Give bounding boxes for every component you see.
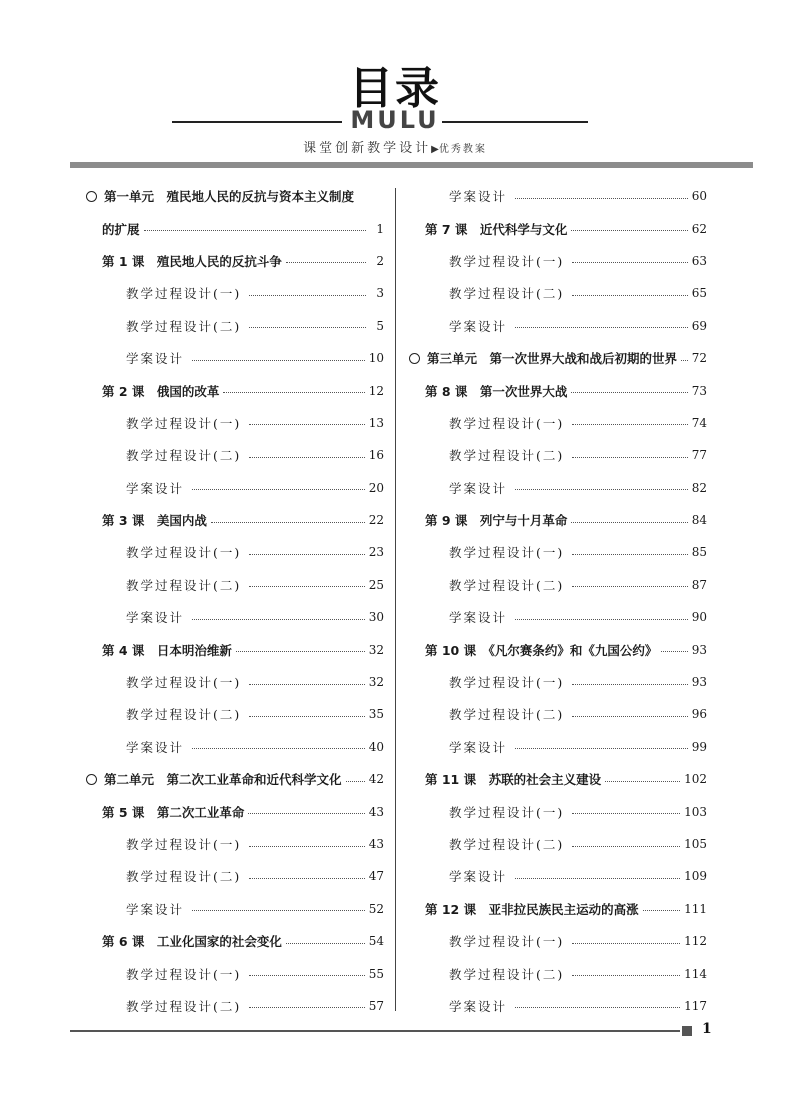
dot-leader: [192, 489, 365, 490]
toc-entry-item[interactable]: [82, 310, 384, 342]
toc-entry-label: [82, 738, 184, 756]
toc-entry-item[interactable]: [405, 990, 707, 1022]
circle-bullet-icon: [86, 774, 97, 785]
page-title: 目录: [349, 63, 441, 114]
toc-entry-label: [82, 414, 241, 432]
footer-rule: [70, 1030, 680, 1032]
toc-page-number: 62: [691, 221, 707, 236]
toc-page-number: 55: [368, 966, 384, 981]
toc-entry-text: 第 10 课 《凡尔赛条约》和《九国公约》: [425, 642, 658, 658]
toc-page-number: 25: [368, 577, 384, 592]
dot-leader: [515, 327, 688, 328]
toc-entry-text: 教学过程设计(二): [449, 707, 565, 723]
page-header: [0, 0, 790, 170]
toc-entry-text: 教学过程设计(一): [126, 966, 242, 982]
dot-leader: [248, 813, 364, 814]
toc-entry-text: 第 9 课 列宁与十月革命: [425, 513, 568, 529]
toc-entry-label: [405, 349, 677, 367]
toc-entry-item[interactable]: [405, 828, 707, 860]
toc-entry-label: [82, 997, 241, 1015]
toc-entry-text: 教学过程设计(二): [126, 448, 242, 464]
toc-page-number: 73: [691, 383, 707, 398]
dot-leader: [249, 975, 364, 976]
toc-entry-text: 教学过程设计(二): [449, 577, 565, 593]
toc-entry-text: 第一单元 殖民地人民的反抗与资本主义制度: [104, 189, 355, 205]
dot-leader: [572, 684, 687, 685]
toc-entry-label: [405, 932, 564, 950]
toc-entry-unit-cont[interactable]: [82, 212, 384, 244]
toc-entry-label: [82, 511, 207, 529]
toc-entry-text: 教学过程设计(一): [449, 253, 565, 269]
toc-entry-text: 教学过程设计(二): [449, 966, 565, 982]
circle-bullet-icon: [409, 353, 420, 364]
toc-page-number: 72: [691, 351, 707, 366]
toc-entry-label: [82, 479, 184, 497]
dot-leader: [515, 619, 688, 620]
toc-entry-label: [82, 965, 241, 983]
toc-entry-label: [82, 770, 342, 788]
dot-leader: [249, 554, 364, 555]
dot-leader: [249, 424, 364, 425]
toc-entry-text: 教学过程设计(一): [126, 675, 242, 691]
toc-entry-label: [82, 867, 241, 885]
toc-entry-item[interactable]: [82, 342, 384, 374]
dot-leader: [211, 522, 365, 523]
toc-entry-label: [405, 479, 507, 497]
toc-entry-item[interactable]: [82, 439, 384, 471]
toc-entry-text: 教学过程设计(二): [449, 448, 565, 464]
dot-leader: [192, 748, 365, 749]
page-number: 1: [702, 1021, 712, 1037]
toc-entry-item[interactable]: [405, 601, 707, 633]
toc-entry-text: 学案设计: [126, 610, 185, 626]
toc-entry-text: 教学过程设计(一): [449, 675, 565, 691]
toc-entry-text: 学案设计: [126, 739, 185, 755]
toc-entry-unit[interactable]: [405, 342, 707, 374]
toc-entry-label: [82, 446, 241, 464]
toc-page-number: 52: [368, 901, 384, 916]
toc-entry-item[interactable]: [405, 698, 707, 730]
toc-entry-text: 第 7 课 近代科学与文化: [425, 221, 568, 237]
dot-leader: [192, 910, 365, 911]
subtitle-small: 优秀教案: [438, 144, 487, 155]
toc-entry-lesson[interactable]: [82, 633, 384, 665]
toc-entry-label: [82, 349, 184, 367]
toc-entry-label: [82, 576, 241, 594]
toc-page-number: 1: [376, 221, 384, 236]
toc-page-number: 65: [691, 286, 707, 301]
toc-entry-lesson[interactable]: [405, 763, 707, 795]
toc-page-number: 32: [368, 675, 384, 690]
dot-leader: [515, 489, 688, 490]
toc-entry-text: 第 12 课 亚非拉民族民主运动的高涨: [425, 901, 639, 917]
toc-entry-text: 教学过程设计(一): [126, 545, 242, 561]
toc-page-number: 90: [691, 610, 707, 625]
toc-entry-label: [405, 382, 567, 400]
toc-entry-label: [82, 220, 140, 238]
toc-page-number: 54: [368, 934, 384, 949]
toc-entry-text: 学案设计: [126, 351, 185, 367]
dot-leader: [571, 522, 687, 523]
dot-leader: [249, 878, 364, 879]
toc-page-number: 85: [691, 545, 707, 560]
toc-page-number: 99: [691, 739, 707, 754]
toc-entry-text: 学案设计: [449, 610, 508, 626]
toc-page-number: 20: [368, 480, 384, 495]
dot-leader: [249, 716, 364, 717]
toc-page-number: 112: [684, 934, 707, 949]
toc-page-number: 74: [691, 415, 707, 430]
toc-entry-text: 第 8 课 第一次世界大战: [425, 383, 568, 399]
toc-entry-label: [405, 835, 564, 853]
toc-entry-text: 教学过程设计(二): [126, 869, 242, 885]
dot-leader: [572, 424, 687, 425]
toc-entry-item[interactable]: [82, 828, 384, 860]
toc-entry-text: 教学过程设计(二): [126, 577, 242, 593]
footer-square-icon: [682, 1026, 692, 1036]
toc-entry-item[interactable]: [82, 990, 384, 1022]
toc-entry-unit[interactable]: [82, 180, 384, 212]
toc-page-number: 84: [691, 513, 707, 528]
dot-leader: [286, 943, 365, 944]
toc-page-number: 35: [368, 707, 384, 722]
toc-entry-lesson[interactable]: [405, 893, 707, 925]
page-title-pinyin: MULU: [350, 106, 440, 134]
toc-entry-item[interactable]: [405, 310, 707, 342]
dot-leader: [249, 684, 364, 685]
toc-entry-text: 学案设计: [126, 480, 185, 496]
dot-leader: [572, 943, 680, 944]
toc-entry-label: [405, 770, 601, 788]
toc-entry-text: 的扩展: [102, 221, 140, 237]
toc-entry-label: [82, 284, 241, 302]
toc-entry-item[interactable]: [82, 536, 384, 568]
toc-right-column: [405, 180, 707, 1022]
toc-entry-label: [405, 511, 567, 529]
header-bar: [70, 162, 753, 168]
toc-entry-label: [405, 543, 564, 561]
toc-entry-text: 学案设计: [449, 869, 508, 885]
toc-entry-text: 学案设计: [449, 998, 508, 1014]
toc-entry-label: [405, 738, 507, 756]
toc-entry-item[interactable]: [82, 957, 384, 989]
toc-entry-item[interactable]: [405, 925, 707, 957]
toc-entry-text: 教学过程设计(二): [449, 286, 565, 302]
toc-entry-label: [82, 641, 232, 659]
toc-entry-lesson[interactable]: [405, 374, 707, 406]
toc-entry-label: [405, 867, 507, 885]
toc-entry-item[interactable]: [405, 957, 707, 989]
toc-entry-item[interactable]: [405, 731, 707, 763]
toc-entry-text: 教学过程设计(一): [126, 415, 242, 431]
toc-entry-text: 学案设计: [126, 901, 185, 917]
toc-entry-label: [82, 900, 184, 918]
dot-leader: [572, 813, 680, 814]
toc-entry-text: 教学过程设计(二): [449, 837, 565, 852]
dot-leader: [661, 651, 687, 652]
dot-leader: [515, 748, 688, 749]
toc-page-number: 2: [376, 253, 384, 268]
toc-entry-label: [405, 220, 567, 238]
toc-entry-lesson[interactable]: [405, 212, 707, 244]
toc-entry-text: 第 5 课 第二次工业革命: [102, 804, 245, 820]
toc-page-number: 109: [684, 869, 707, 884]
column-divider: [395, 188, 396, 1011]
toc-entry-text: 第 3 课 美国内战: [102, 513, 207, 529]
toc-entry-item[interactable]: [405, 245, 707, 277]
toc-page-number: 43: [368, 837, 384, 851]
toc-page-number: 13: [368, 415, 384, 430]
toc-entry-lesson[interactable]: [82, 925, 384, 957]
toc-entry-text: 第 1 课 殖民地人民的反抗斗争: [102, 253, 282, 269]
dot-leader: [681, 360, 688, 361]
toc-page-number: 5: [376, 318, 384, 333]
subtitle-main: 课堂创新教学设计: [303, 141, 432, 156]
toc-page-number: 57: [368, 998, 384, 1013]
toc-page-number: 114: [684, 966, 707, 981]
toc-page-number: 30: [368, 610, 384, 625]
toc-page-number: 22: [368, 513, 384, 528]
dot-leader: [249, 586, 364, 587]
dot-leader: [249, 457, 364, 458]
toc-entry-item[interactable]: [405, 860, 707, 892]
toc-entry-label: [405, 446, 564, 464]
circle-bullet-icon: [86, 191, 97, 202]
toc-page-number: 16: [368, 448, 384, 463]
dot-leader: [223, 392, 364, 393]
toc-page-number: 63: [691, 253, 707, 268]
toc-page-number: 3: [376, 286, 384, 301]
toc-entry-text: 教学过程设计(一): [449, 545, 565, 561]
toc-entry-lesson[interactable]: [405, 504, 707, 536]
toc-entry-label: [405, 414, 564, 432]
toc-entry-text: 第 4 课 日本明治维新: [102, 642, 232, 658]
toc-entry-label: [405, 997, 507, 1015]
dot-leader: [515, 1007, 680, 1008]
dot-leader: [572, 975, 680, 976]
toc-entry-lesson[interactable]: [82, 245, 384, 277]
dot-leader: [249, 327, 366, 328]
toc-entry-item[interactable]: [82, 601, 384, 633]
toc-entry-text: 教学过程设计(二): [126, 318, 242, 334]
toc-entry-label: [82, 673, 241, 691]
toc-entry-label: [82, 382, 219, 400]
toc-entry-item[interactable]: [405, 407, 707, 439]
toc-page-number: 12: [368, 383, 384, 398]
toc-entry-label: [82, 835, 241, 853]
toc-entry-lesson[interactable]: [82, 504, 384, 536]
dot-leader: [192, 619, 365, 620]
toc-page-number: 77: [691, 448, 707, 463]
toc-entry-label: [405, 965, 564, 983]
toc-entry-lesson[interactable]: [82, 795, 384, 827]
dot-leader: [572, 716, 687, 717]
toc-page-number: 96: [691, 707, 707, 722]
toc-entry-text: 教学过程设计(二): [126, 998, 242, 1014]
toc-entry-item[interactable]: [82, 893, 384, 925]
toc-page-number: 105: [684, 837, 707, 851]
toc-entry-text: 学案设计: [449, 318, 508, 334]
toc-entry-label: [82, 187, 354, 205]
dot-leader: [249, 1007, 364, 1008]
toc-entry-label: [405, 576, 564, 594]
toc-entry-item[interactable]: [82, 860, 384, 892]
toc-entry-text: 教学过程设计(一): [126, 286, 242, 302]
toc-entry-label: [405, 900, 639, 918]
toc-entry-item[interactable]: [82, 277, 384, 309]
toc-page-number: 60: [691, 189, 707, 204]
toc-entry-lesson[interactable]: [82, 374, 384, 406]
toc-entry-label: [405, 252, 564, 270]
toc-entry-item[interactable]: [82, 407, 384, 439]
toc-entry-label: [405, 317, 507, 335]
toc-entry-text: 教学过程设计(二): [126, 707, 242, 723]
toc-entry-label: [82, 608, 184, 626]
toc-entry-label: [405, 284, 564, 302]
dot-leader: [346, 781, 365, 782]
toc-entry-item[interactable]: [405, 439, 707, 471]
toc-entry-item[interactable]: [82, 569, 384, 601]
toc-entry-item[interactable]: [405, 795, 707, 827]
dot-leader: [286, 262, 366, 263]
toc-entry-text: 第 11 课 苏联的社会主义建设: [425, 772, 602, 788]
toc-page-number: 43: [368, 804, 384, 819]
toc-entry-text: 学案设计: [449, 480, 508, 496]
toc-page-number: 32: [368, 642, 384, 657]
toc-entry-label: [82, 252, 282, 270]
dot-leader: [605, 781, 680, 782]
toc-page-number: 10: [368, 351, 384, 366]
series-subtitle: [0, 137, 790, 156]
toc-entry-label: [405, 187, 507, 205]
toc-page-number: 42: [368, 772, 384, 787]
dot-leader: [643, 910, 680, 911]
toc-entry-label: [405, 641, 657, 659]
toc-page-number: 111: [684, 901, 707, 916]
toc-entry-label: [405, 608, 507, 626]
toc-entry-label: [405, 705, 564, 723]
dot-leader: [572, 846, 680, 847]
toc-entry-item[interactable]: [405, 180, 707, 212]
toc-entry-item[interactable]: [405, 569, 707, 601]
toc-entry-text: 学案设计: [449, 189, 508, 205]
toc-entry-label: [405, 803, 564, 821]
dot-leader: [249, 846, 364, 847]
toc-left-column: [82, 180, 384, 1022]
dot-leader: [572, 586, 687, 587]
toc-entry-item[interactable]: [405, 472, 707, 504]
toc-entry-text: 教学过程设计(一): [449, 804, 565, 820]
toc-page-number: 93: [691, 642, 707, 657]
dot-leader: [572, 457, 687, 458]
toc-entry-text: 第二单元 第二次工业革命和近代科学文化: [104, 772, 342, 788]
toc-entry-text: 第 6 课 工业化国家的社会变化: [102, 934, 282, 950]
toc-page-number: 69: [691, 318, 707, 333]
toc-entry-item[interactable]: [82, 666, 384, 698]
toc-page-number: 40: [368, 739, 384, 754]
toc-entry-label: [82, 543, 241, 561]
toc-entry-item[interactable]: [82, 731, 384, 763]
toc-page-number: 103: [684, 804, 707, 819]
toc-entry-label: [82, 705, 241, 723]
dot-leader: [249, 295, 366, 296]
toc-entry-item[interactable]: [405, 277, 707, 309]
toc-page-number: 93: [691, 675, 707, 690]
toc-page-number: 102: [684, 772, 707, 787]
toc-entry-label: [82, 932, 282, 950]
toc-page-number: 47: [368, 869, 384, 884]
toc-page-number: 23: [368, 545, 384, 560]
toc-entry-label: [82, 803, 244, 821]
toc-entry-text: 学案设计: [449, 739, 508, 755]
dot-leader: [144, 230, 366, 231]
toc-entry-item[interactable]: [405, 536, 707, 568]
toc-entry-text: 教学过程设计(一): [126, 837, 242, 852]
dot-leader: [572, 295, 687, 296]
title-rule-right: [442, 121, 588, 123]
toc-entry-lesson[interactable]: [405, 633, 707, 665]
dot-leader: [572, 554, 687, 555]
toc-entry-item[interactable]: [82, 472, 384, 504]
toc-entry-text: 第三单元 第一次世界大战和战后初期的世界: [427, 351, 678, 367]
dot-leader: [572, 262, 687, 263]
toc-entry-label: [82, 317, 241, 335]
dot-leader: [515, 878, 680, 879]
dot-leader: [192, 360, 365, 361]
toc-page-number: 117: [684, 998, 707, 1013]
toc-entry-unit[interactable]: [82, 763, 384, 795]
toc-entry-text: 教学过程设计(一): [449, 934, 565, 950]
play-arrow-icon: ▶: [431, 144, 439, 155]
toc-page-number: 87: [691, 577, 707, 592]
toc-entry-label: [405, 673, 564, 691]
toc-entry-text: 教学过程设计(一): [449, 415, 565, 431]
toc-entry-text: 第 2 课 俄国的改革: [102, 383, 220, 399]
dot-leader: [571, 230, 687, 231]
toc-entry-item[interactable]: [405, 666, 707, 698]
toc-entry-item[interactable]: [82, 698, 384, 730]
toc-page-number: 82: [691, 480, 707, 495]
dot-leader: [236, 651, 365, 652]
dot-leader: [571, 392, 687, 393]
dot-leader: [515, 198, 688, 199]
